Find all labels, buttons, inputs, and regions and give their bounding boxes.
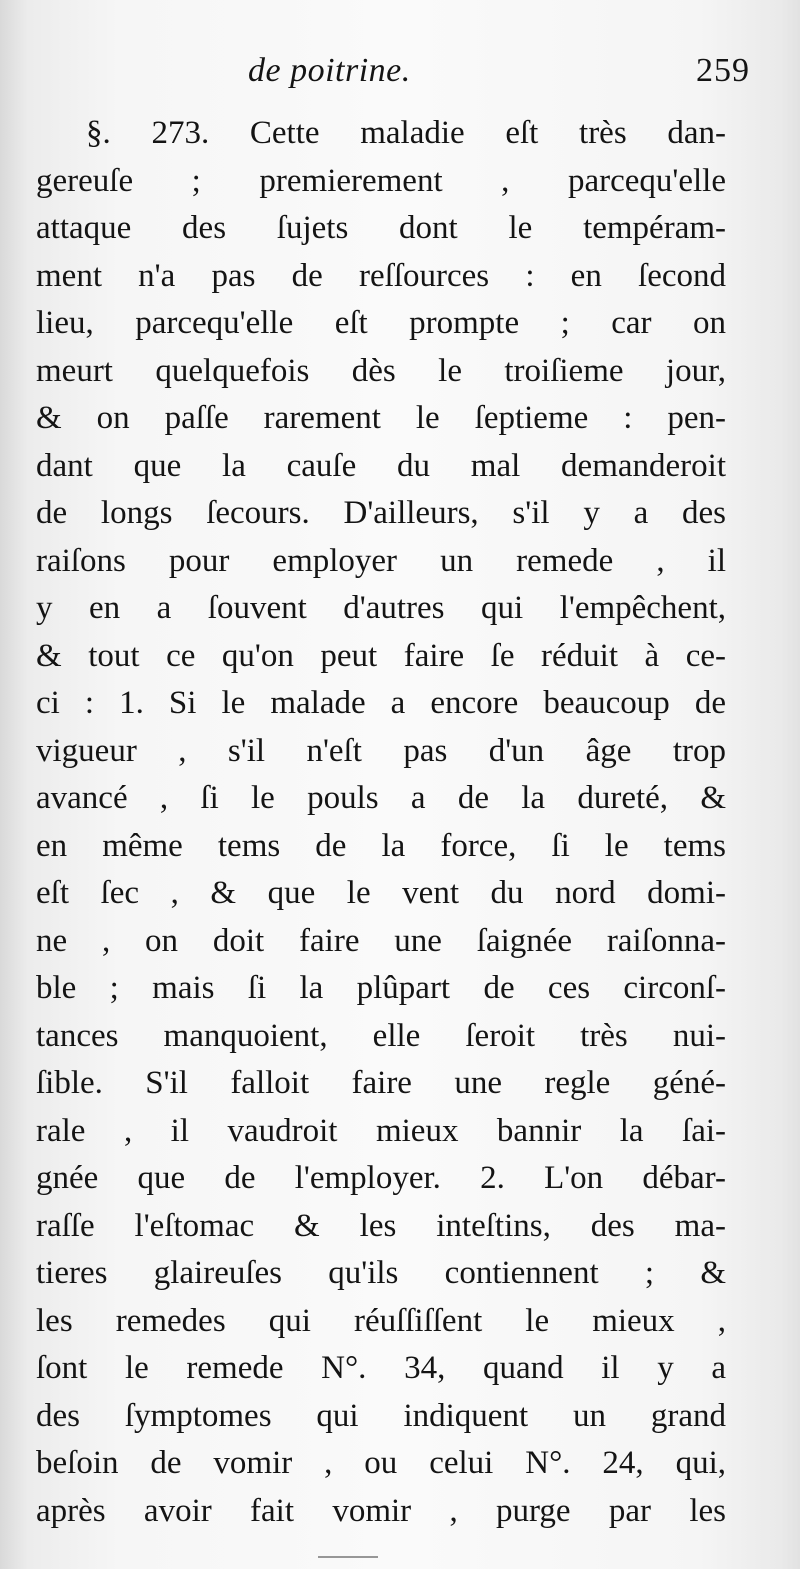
text-line: & tout ce qu'on peut faire ſe réduit à ce- — [36, 637, 726, 674]
text-line: ci : 1. Si le malade a encore beaucoup de — [36, 685, 726, 721]
text-line: §. 273. Cette maladie eſt très dan- — [86, 115, 726, 151]
text-line: lieu, parcequ'elle eſt prompte ; car on — [36, 305, 726, 341]
text-line: ne , on doit faire une ſaignée raiſonna- — [36, 922, 726, 959]
text-line: avancé , ſi le pouls a de la dureté, & — [36, 780, 726, 816]
text-line: des ſymptomes qui indiquent un grand — [36, 1397, 726, 1434]
text-line: raiſons pour employer un remede , il — [36, 542, 726, 579]
text-line: tieres glaireuſes qu'ils contiennent ; & — [36, 1255, 726, 1291]
text-line: & on paſſe rarement le ſeptieme : pen- — [36, 400, 726, 436]
text-line: gereuſe ; premierement , parcequ'elle — [36, 162, 726, 199]
text-line: eſt ſec , & que le vent du nord domi- — [36, 875, 726, 911]
running-title: de poitrine. — [248, 52, 411, 89]
text-line: ſont le remede N°. 34, quand il y a — [36, 1350, 726, 1386]
bottom-rule-ornament — [318, 1556, 378, 1558]
text-line: dant que la cauſe du mal demanderoit — [36, 447, 726, 484]
text-line: beſoin de vomir , ou celui N°. 24, qui, — [36, 1445, 726, 1481]
text-line: les remedes qui réuſſiſſent le mieux , — [36, 1302, 726, 1339]
text-line: après avoir fait vomir , purge par les — [36, 1492, 726, 1529]
text-line: tances manquoient, elle ſeroit très nui- — [36, 1017, 726, 1054]
text-line: en même tems de la force, ſi le tems — [36, 827, 726, 864]
text-line: y en a ſouvent d'autres qui l'empêchent, — [36, 590, 726, 626]
text-line: ment n'a pas de reſſources : en ſecond — [36, 257, 726, 294]
text-line: ble ; mais ſi la plûpart de ces circonſ- — [36, 970, 726, 1006]
text-line: rale , il vaudroit mieux bannir la ſai- — [36, 1112, 726, 1149]
text-line: ſible. S'il falloit faire une regle géné- — [36, 1065, 726, 1101]
text-line: vigueur , s'il n'eſt pas d'un âge trop — [36, 732, 726, 769]
text-line: raſſe l'eſtomac & les inteſtins, des ma- — [36, 1207, 726, 1244]
text-line: de longs ſecours. D'ailleurs, s'il y a des — [36, 495, 726, 531]
text-line: attaque des ſujets dont le tempéram- — [36, 210, 726, 246]
body-text — [36, 110, 726, 1535]
text-line: gnée que de l'employer. 2. L'on débar- — [36, 1160, 726, 1196]
page-number: 259 — [696, 52, 750, 89]
text-line: meurt quelquefois dès le troiſieme jour, — [36, 352, 726, 389]
running-head — [0, 52, 800, 102]
